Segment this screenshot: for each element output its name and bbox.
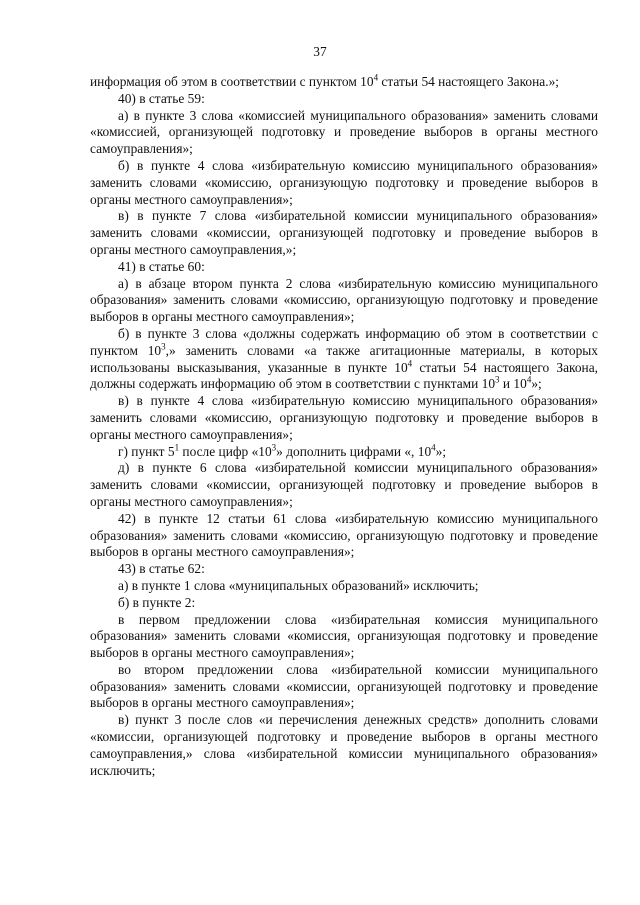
paragraph: а) в пункте 3 слова «комиссией муниципального образования» заменить словами «комиссией, организующей подготовку и проведение выборов в органы местного самоуправления»; (90, 107, 598, 157)
paragraph: а) в абзаце втором пункта 2 слова «избирательную комиссию муниципального образования» заменить словами «комиссию, организующую подготовку и проведение выборов в органы местного самоуправления»; (90, 275, 598, 325)
paragraph: б) в пункте 2: (118, 594, 196, 610)
paragraph: в) пункт 3 после слов «и перечисления денежных средств» дополнить словами «комиссии, организующей подготовку и проведение выборов в органы местного самоуправления,» слова «избирательной комиссии муниципального образования» исключить; (90, 712, 598, 778)
paragraph: в первом предложении слова «избирательная комиссия муниципального образования» заменить словами «комиссия, организующая подготовку и проведение выборов в органы местного самоуправления»; (90, 611, 598, 661)
paragraph: 42) в пункте 12 статьи 61 слова «избирательную комиссию муниципального образования» заменить словами «комиссию, организующую подготовку и проведение выборов в органы местного самоуправления»; (90, 510, 598, 560)
paragraph: 43) в статье 62: (118, 561, 205, 577)
page-number: 37 (313, 44, 327, 59)
paragraph: д) в пункте 6 слова «избирательной комиссии муниципального образования» заменить словами «комиссии, организующей подготовку и проведение выборов в органы местного самоуправления»; (90, 460, 598, 509)
document-body (90, 74, 598, 779)
paragraph: во втором предложении слова «избирательной комиссии муниципального образования» заменить словами «комиссии, организующей подготовку и проведение выборов в органы местного самоуправления»; (90, 661, 598, 711)
paragraph: 41) в статье 60: (118, 258, 205, 274)
paragraph: г) пункт $5^1$ после цифр «$10^3$» дополнить цифрами «, $10^4$»; (118, 442, 447, 459)
paragraph: а) в пункте 1 слова «муниципальных образований» исключить; (118, 577, 479, 593)
paragraph: в) в пункте 7 слова «избирательной комиссии муниципального образования» заменить словами «комиссии, организующей подготовку и проведение выборов в органы местного самоуправления,»; (90, 208, 598, 257)
paragraph: в) в пункте 4 слова «избирательную комиссию муниципального образования» заменить словами «комиссию, организующую подготовку и проведение выборов в органы местного самоуправления»; (90, 393, 598, 442)
paragraph: б) в пункте 3 слова «должны содержать информацию об этом в соответствии с пунктом $10^3$,» заменить словами «а также агитационные материалы, в которых использованы высказывания, указанные в пункте $10^4$ статьи 54 настоящего Закона, должны содержать информацию об этом в соответствии с пунктами $10^3$ и $10^4$»; (90, 325, 599, 392)
paragraph: б) в пункте 4 слова «избирательную комиссию муниципального образования» заменить словами «комиссию, организующую подготовку и проведение выборов в органы местного самоуправления»; (90, 157, 598, 207)
paragraph: 40) в статье 59: (118, 90, 205, 106)
paragraph: информация об этом в соответствии с пунктом $10^4$ статьи 54 настоящего Закона.»; (90, 72, 560, 89)
